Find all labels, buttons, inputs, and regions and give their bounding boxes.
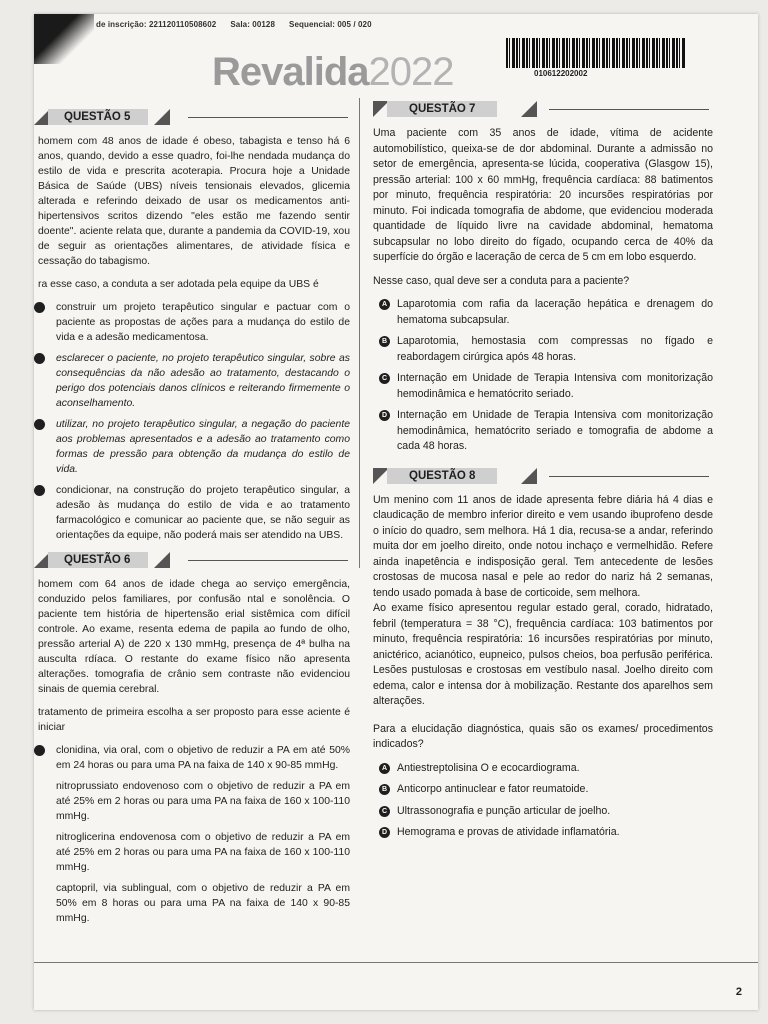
option-bullet-icon: C	[379, 806, 390, 817]
option-bullet-icon: C	[379, 373, 390, 384]
question-5-option-c[interactable]: utilizar, no projeto terapêutico singular, a negação do paciente aos problemas apresentados e a adesão ao tratamento como formas de pressão para obtenção da mudança do estilo de vida.	[38, 417, 350, 477]
question-7-option-a[interactable]: A Laparotomia com rafia da laceração hepática e drenagem do hematoma subcapsular.	[373, 297, 713, 328]
header-rule	[549, 476, 709, 477]
question-5-prompt: ra esse caso, a conduta a ser adotada pela equipe da UBS é	[38, 279, 319, 290]
candidate-info-line	[96, 20, 372, 29]
exam-title	[212, 50, 454, 95]
page-number: 2	[735, 986, 742, 998]
option-bullet-icon: A	[379, 763, 390, 774]
header-rule	[549, 109, 709, 110]
question-7-option-b[interactable]: B Laparotomia, hemostasia com compressas no fígado e reabordagem cirúrgica após 48 horas.	[373, 334, 713, 365]
question-8-option-b[interactable]: B Anticorpo antinuclear e fator reumatoide.	[373, 782, 713, 798]
option-bullet-icon	[34, 419, 45, 430]
header-rule	[188, 117, 348, 118]
option-bullet-icon	[34, 745, 45, 756]
header-triangle-right	[154, 552, 170, 568]
header-rule	[188, 560, 348, 561]
question-6-prompt: tratamento de primeira escolha a ser proposto para esse aciente é iniciar	[38, 707, 350, 733]
question-6-title: QUESTÃO 6	[48, 552, 148, 568]
question-7-header	[373, 98, 713, 120]
option-bullet-icon: D	[379, 410, 390, 421]
sala-text: Sala: 00128	[230, 20, 276, 29]
question-7-title: QUESTÃO 7	[387, 101, 497, 117]
header-triangle-right	[154, 109, 170, 125]
question-5-option-a[interactable]: construir um projeto terapêutico singular e pactuar com o paciente as propostas de ações para a mudança do estilo de vida e a adesão medicamentosa.	[38, 300, 350, 345]
left-column	[38, 106, 350, 932]
question-8-stem-part1: Um menino com 11 anos de idade apresenta febre diária há 4 dias e claudicação de membro inferior direito e vem usando ibuprofeno desde o início do quadro, sem melhora. Há 1 dia, recusa-se a andar, referindo muita dor em joelho direito, onde notou inchaço e vermelhidão. Refere ainda inapetência e indisposição geral. Tem antecedente de lesões crostosas de mucosa nasal e pele ao redor do nariz há 2 semanas, tendo usado pomada à base de corticoide, sem melhora.	[373, 493, 713, 599]
question-6-header	[38, 549, 350, 571]
right-column	[373, 98, 713, 847]
header-triangle-right	[521, 468, 537, 484]
option-bullet-icon	[34, 353, 45, 364]
column-divider	[359, 98, 360, 568]
option-bullet-icon: B	[379, 336, 390, 347]
question-8-option-c[interactable]: C Ultrassonografia e punção articular de joelho.	[373, 804, 713, 820]
question-8-title: QUESTÃO 8	[387, 468, 497, 484]
question-5-option-d[interactable]: condicionar, na construção do projeto terapêutico singular, a adesão às mudança do estilo de vida e ao tratamento farmacológico e comunicar ao paciente que, se não seguir as orientações da equipe, não poderá mais ser atendido na UBS.	[38, 483, 350, 543]
question-5-option-b[interactable]: esclarecer o paciente, no projeto terapêutico singular, sobre as consequências da não adesão ao tratamento, destacando o perigo dos potenciais danos clínicos e reiterando firmemente o aconselhamento.	[38, 351, 350, 411]
barcode	[506, 38, 686, 68]
footer-rule	[34, 962, 758, 963]
question-6-option-b[interactable]: nitroprussiato endovenoso com o objetivo de reduzir a PA em até 25% em 2 horas ou para uma PA na faixa de 160 x 100-110 mmHg.	[56, 781, 350, 822]
question-8-prompt: Para a elucidação diagnóstica, quais são os exames/ procedimentos indicados?	[373, 722, 713, 750]
option-bullet-icon	[34, 485, 45, 496]
title-brand: Revalida	[212, 50, 369, 94]
question-7-stem: Uma paciente com 35 anos de idade, vítima de acidente automobilístico, queixa-se de dor abdominal. Durante a admissão no setor de emergência, apresenta-se lúcida, cooperativa (Glasgow 15), pressão arterial: 100 x 60 mmHg, frequência cardíaca: 88 batimentos por minuto, frequência respiratória: 20 incursões respiratórias por minuto. Foi indicada tomografia de abdome, que evidenciou moderada quantidade de líquido livre na cavidade abdominal, hematoma subcapsular no lobo direito do fígado, ocupando cerca de 40% da superfície do órgão e laceração de cerca de 5 cm em lobo esquerdo.	[373, 127, 713, 263]
question-5-stem: homem com 48 anos de idade é obeso, tabagista e tenso há 6 anos, quando, devido a esse quadro, foi-lhe nendada mudança do estilo de vida e prescrita acoterapia. Procura hoje a Unidade Básica de Saúde (UBS) níveis tensionais elevados, glicemia alterada e referindo deixado de usar os medicamentos anti-hipertensivos scritos dizendo "eles estão me fazendo sentir doente". aciente relata que, durante a pandemia da COVID-19, xou de seguir as orientações alimentares, de atividade física e cessação do tabagismo.	[38, 136, 350, 267]
sequencial-text: Sequencial: 005 / 020	[289, 20, 372, 29]
scan-corner-shadow	[34, 14, 94, 64]
title-year: 2022	[368, 50, 454, 94]
option-bullet-icon: A	[379, 299, 390, 310]
barcode-number: 010612202002	[534, 69, 588, 78]
question-7-prompt: Nesse caso, qual deve ser a conduta para a paciente?	[373, 274, 630, 287]
exam-page	[34, 14, 758, 1010]
question-7-option-d[interactable]: D Internação em Unidade de Terapia Intensiva com monitorização hemodinâmica, hematócrito seriado e tomografia de abdome a cada 48 horas.	[373, 408, 713, 455]
inscricao-text: de inscrição: 221120110508602	[96, 20, 217, 29]
option-bullet-icon: D	[379, 827, 390, 838]
question-7-option-c[interactable]: C Internação em Unidade de Terapia Intensiva com monitorização hemodinâmica e hematócrito seriado.	[373, 371, 713, 402]
question-6-option-a[interactable]: clonidina, via oral, com o objetivo de reduzir a PA em até 50% em 24 horas ou para uma PA na faixa de 140 x 90-85 mmHg.	[38, 743, 350, 773]
question-6-option-c[interactable]: nitroglicerina endovenosa com o objetivo de reduzir a PA em até 25% em 2 horas ou para uma PA na faixa de 160 x 100-110 mmHg.	[56, 832, 350, 873]
question-8-header	[373, 465, 713, 487]
option-bullet-icon	[34, 302, 45, 313]
question-8-option-a[interactable]: A Antiestreptolisina O e ecocardiograma.	[373, 761, 713, 777]
question-8-option-d[interactable]: D Hemograma e provas de atividade inflamatória.	[373, 825, 713, 841]
header-triangle-right	[521, 101, 537, 117]
question-8-stem-part2: Ao exame físico apresentou regular estado geral, corado, hidratado, febril (temperatura = 38 °C), frequência cardíaca: 103 batimentos por minuto, frequência respiratória: 16 incursões respiratórias por minuto, anictérico, acianótico, eupneico, pulsos cheios, boa perfusão periférica. Lesões pustulosas e crostosas em vestíbulo nasal. Joelho direito com edema, calor e intensa dor à mobilização. Restante dos aparelhos sem alterações.	[373, 602, 713, 707]
option-bullet-icon: B	[379, 784, 390, 795]
question-6-option-d[interactable]: captopril, via sublingual, com o objetivo de reduzir a PA em 50% em 8 horas ou para uma PA na faixa de 140 x 90-85 mmHg.	[56, 883, 350, 924]
question-6-stem: homem com 64 anos de idade chega ao serviço emergência, conduzido pelos familiares, por confusão ntal e sonolência. O paciente tem história de hipertensão erial sistêmica com difícil controle. Ao exame, resenta edema de papila ao fundo de olho, pressão arterial A) de 220 x 130 mmHg, presença de 4ª bulha na ausculta rdíaca. O restante do exame físico não apresenta alterações. tomografia de crânio sem contraste não evidenciou sinais de quemia cerebral.	[38, 579, 350, 695]
question-5-header	[38, 106, 350, 128]
question-5-title: QUESTÃO 5	[48, 109, 148, 125]
